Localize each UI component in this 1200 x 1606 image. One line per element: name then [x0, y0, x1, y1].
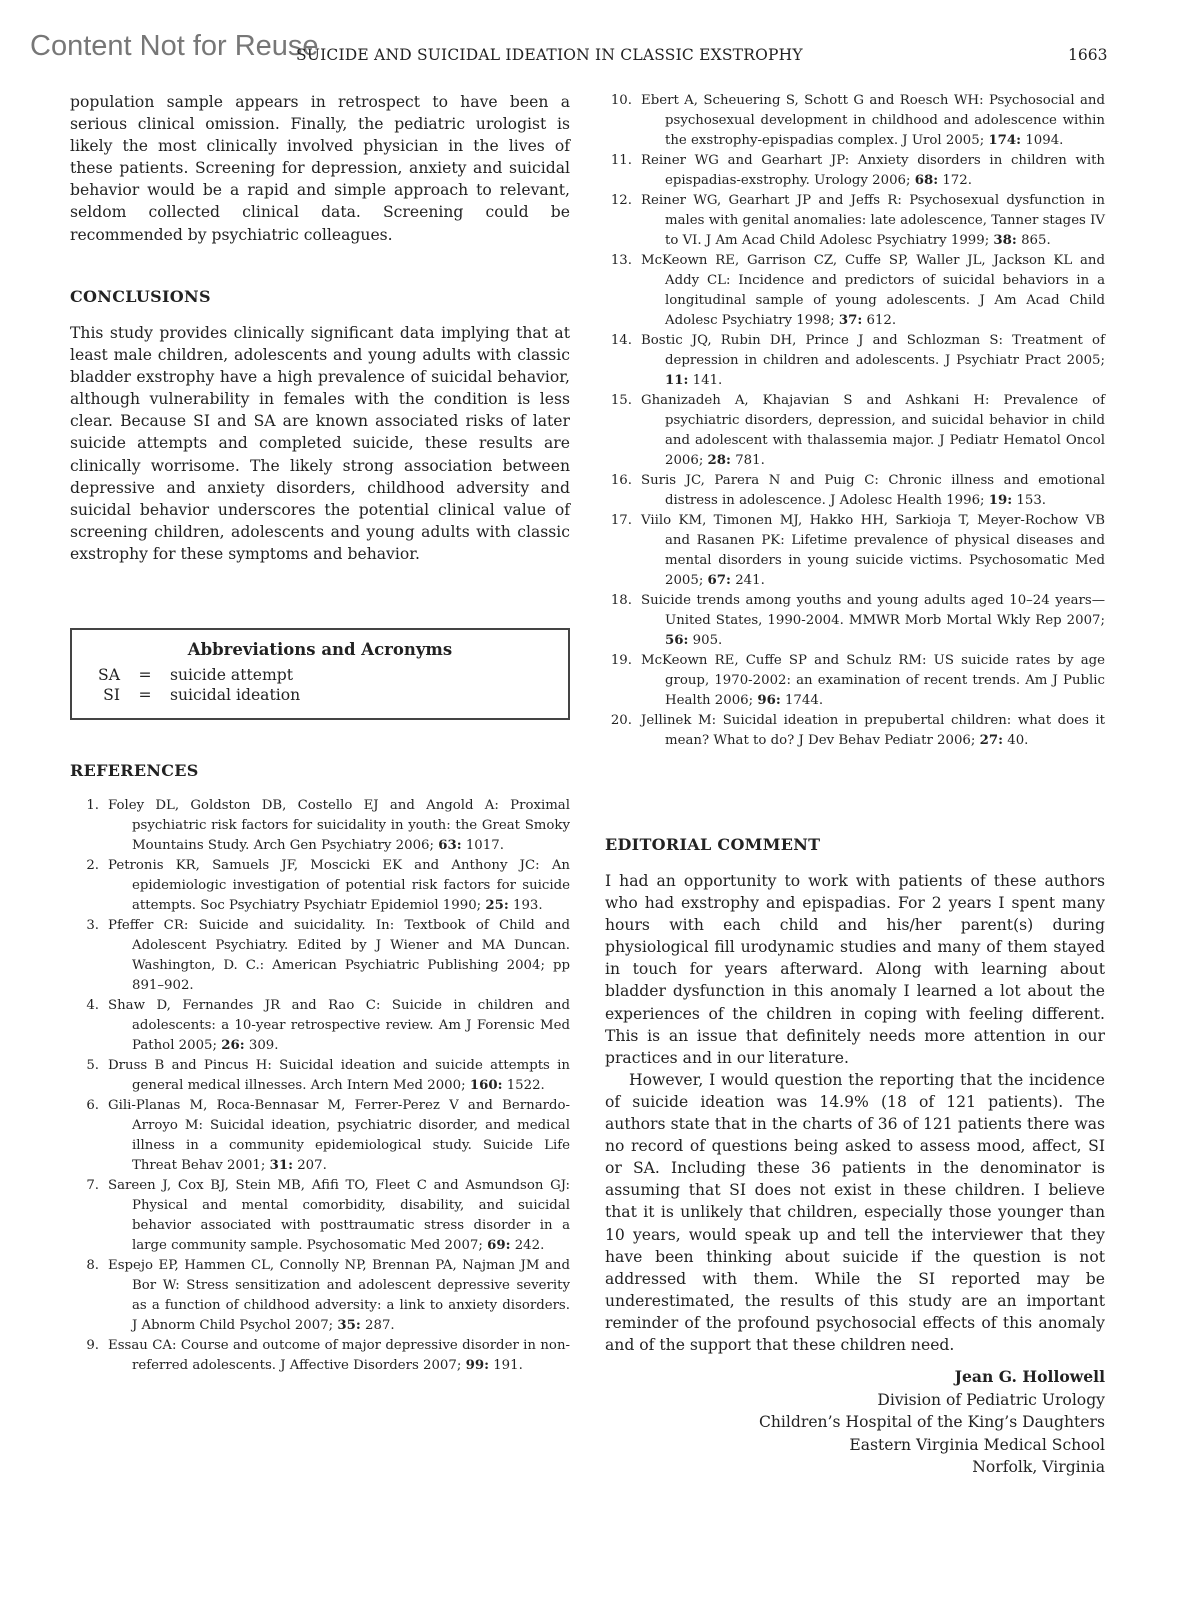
abbreviations-box [70, 628, 570, 720]
reference-pages: 241. [730, 573, 765, 588]
reference-body: Petronis KR, Samuels JF, Moscicki EK and Anthony JC: An epidemiologic investigation of potential risk factors for suicide attempts. Soc Psychiatry Psychiatr Epidemiol 1990; [108, 858, 570, 913]
reference-text [641, 191, 1105, 251]
reference-number: 5. [86, 1058, 99, 1073]
reference-item [70, 796, 570, 856]
reference-number: 17. [610, 513, 632, 528]
reference-item [603, 591, 1105, 651]
reference-volume: 174: [988, 133, 1022, 148]
references-heading: REFERENCES [70, 761, 199, 780]
reference-number: 19. [610, 653, 632, 668]
reference-item [70, 1176, 570, 1256]
reference-pages: 1522. [502, 1078, 545, 1093]
reference-volume: 35: [337, 1318, 361, 1333]
reference-body: Sareen J, Cox BJ, Stein MB, Afifi TO, Fleet C and Asmundson GJ: Physical and mental comorbidity, disability, and suicidal behavior associated with posttraumatic stress disorder in a large community sample. Psychosomatic Med 2007; [108, 1178, 570, 1253]
reference-pages: 40. [1003, 733, 1029, 748]
reference-body: Suicide trends among youths and young adults aged 10–24 years—United States, 1990-2004. MMWR Morb Mortal Wkly Rep 2007; [641, 593, 1105, 628]
editorial-paragraph-2: However, I would question the reporting that the incidence of suicide ideation was 14.9% (18 of 121 patients). The authors state that in the charts of 36 of 121 patients there was no record of questions being asked to assess mood, affect, SI or SA. Including these 36 patients in the denominator is assuming that SI does not exist in these children. I believe that it is unlikely that children, especially those younger than 10 years, would speak up and tell the interviewer that they have been thinking about suicide if the question is not addressed with them. While the SI reported may be underestimated, the results of this study are an important reminder of the profound psychosocial effects of this anomaly and of the support that these children need. [605, 1070, 1105, 1354]
reference-volume: 26: [221, 1038, 245, 1053]
reference-volume: 96: [757, 693, 781, 708]
reference-number: 12. [610, 193, 632, 208]
reference-pages: 191. [488, 1358, 523, 1373]
reference-body: Ghanizadeh A, Khajavian S and Ashkani H: Prevalence of psychiatric disorders, depression, and suicidal behavior in child and adolescent with thalassemia major. J Pediatr Hematol Oncol 2006; [641, 393, 1105, 468]
reference-number: 16. [610, 473, 632, 488]
reference-volume: 25: [485, 898, 509, 913]
reference-text [641, 151, 1105, 191]
references-list-left [70, 796, 570, 1376]
reference-item [70, 856, 570, 916]
reference-item [70, 1256, 570, 1336]
reference-text [641, 651, 1105, 711]
reference-item [603, 91, 1105, 151]
reference-pages: 153. [1012, 493, 1047, 508]
reference-text [108, 1176, 570, 1256]
reference-item [70, 1096, 570, 1176]
reference-text [641, 391, 1105, 471]
reference-pages: 865. [1016, 233, 1051, 248]
reference-text [641, 331, 1105, 391]
affiliation-line: Eastern Virginia Medical School [849, 1435, 1105, 1454]
reference-text [108, 796, 570, 856]
reference-number: 7. [86, 1178, 99, 1193]
reference-number: 14. [610, 333, 632, 348]
reference-volume: 19: [988, 493, 1013, 508]
reference-body: Reiner WG, Gearhart JP and Jeffs R: Psychosexual dysfunction in males with genital anomalies: late adolescence, Tanner stages IV to VI. J Am Acad Child Adolesc Psychiatry 1999; [641, 193, 1105, 248]
reference-item [70, 1336, 570, 1376]
reference-text [108, 996, 570, 1056]
reference-item [70, 996, 570, 1056]
reference-item [603, 331, 1105, 391]
reference-number: 3. [86, 918, 99, 933]
reference-number: 11. [610, 153, 632, 168]
reference-text [108, 916, 570, 996]
reference-pages: 242. [510, 1238, 545, 1253]
reference-pages: 207. [293, 1158, 327, 1173]
reference-number: 9. [86, 1338, 99, 1353]
reference-body: Shaw D, Fernandes JR and Rao C: Suicide in children and adolescents: a 10-year retrospective review. Am J Forensic Med Pathol 2005; [108, 998, 570, 1053]
reference-number: 1. [86, 798, 99, 813]
reference-item [603, 471, 1105, 511]
abbreviation-row: SI = suicidal ideation [103, 686, 301, 704]
reference-pages: 172. [938, 173, 972, 188]
reference-volume: 27: [979, 733, 1004, 748]
reference-item [603, 151, 1105, 191]
reference-body: Viilo KM, Timonen MJ, Hakko HH, Sarkioja T, Meyer-Rochow VB and Rasanen PK: Lifetime prevalence of physical diseases and mental disorders in young suicide victims. Psychosomatic Med 2005; [641, 513, 1105, 588]
reference-body: Druss B and Pincus H: Suicidal ideation and suicide attempts in general medical illnesses. Arch Intern Med 2000; [108, 1058, 570, 1093]
reference-pages: 612. [862, 313, 897, 328]
reference-pages: 781. [730, 453, 765, 468]
reference-text [641, 251, 1105, 331]
reference-body: Jellinek M: Suicidal ideation in prepubertal children: what does it mean? What to do? J Dev Behav Pediatr 2006; [641, 713, 1105, 748]
reference-volume: 99: [465, 1358, 489, 1373]
reference-volume: 63: [438, 838, 462, 853]
left-column [70, 91, 570, 246]
reference-item [603, 251, 1105, 331]
reference-pages: 1017. [461, 838, 504, 853]
reference-number: 20. [610, 713, 632, 728]
reference-pages: 287. [360, 1318, 395, 1333]
reference-number: 15. [610, 393, 632, 408]
abbreviation-row: SA = suicide attempt [98, 666, 294, 684]
reference-body: Foley DL, Goldston DB, Costello EJ and Angold A: Proximal psychiatric risk factors for suicidality in youth: the Great Smoky Mountains Study. Arch Gen Psychiatry 2006; [108, 798, 570, 853]
reference-text [108, 1056, 570, 1096]
reference-volume: 28: [707, 453, 731, 468]
reference-number: 6. [86, 1098, 99, 1113]
affiliation-line: Children’s Hospital of the King’s Daughters [758, 1413, 1105, 1431]
abbreviations-title: Abbreviations and Acronyms [187, 640, 453, 659]
reference-pages: 1744. [780, 693, 824, 708]
reference-pages: 193. [508, 898, 543, 913]
reference-body: Essau CA: Course and outcome of major depressive disorder in non-referred adolescents. J Affective Disorders 2007; [108, 1338, 570, 1373]
running-header: SUICIDE AND SUICIDAL IDEATION IN CLASSIC EXSTROPHY [296, 46, 803, 64]
reference-item [603, 391, 1105, 471]
reference-number: 8. [86, 1258, 99, 1273]
reference-body: Reiner WG and Gearhart JP: Anxiety disorders in children with epispadias-exstrophy. Urology 2006; [641, 153, 1105, 188]
conclusions-paragraph: This study provides clinically significant data implying that at least male children, adolescents and young adults with classic bladder exstrophy have a high prevalence of suicidal behavior, although vulnerability in females with the condition is less clear. Because SI and SA are known associated risks of later suicide attempts and completed suicide, these results are clinically worrisome. The likely strong association between depressive and anxiety disorders, childhood adversity and suicidal behavior underscores the potential clinical value of screening children, adolescents and young adults with classic exstrophy for these symptoms and behavior. [70, 324, 570, 563]
reference-item [603, 711, 1105, 751]
reference-item [603, 651, 1105, 711]
watermark: Content Not for Reuse [30, 30, 319, 62]
reference-pages: 309. [244, 1038, 279, 1053]
reference-pages: 141. [688, 373, 723, 388]
affiliation-line: Norfolk, Virginia [972, 1458, 1105, 1476]
reference-number: 4. [86, 998, 99, 1013]
reference-body: Gili-Planas M, Roca-Bennasar M, Ferrer-Perez V and Bernardo-Arroyo M: Suicidal ideation, psychiatric disorder, and medical illness in a community epidemiological study. Suicide Life Threat Behav 2001; [108, 1098, 570, 1173]
author-name: Jean G. Hollowell [954, 1367, 1105, 1386]
reference-body: Suris JC, Parera N and Puig C: Chronic illness and emotional distress in adolescence. J Adolesc Health 1996; [641, 473, 1105, 508]
reference-text [641, 91, 1105, 151]
reference-item [603, 191, 1105, 251]
reference-volume: 38: [993, 233, 1017, 248]
references-list-right [603, 91, 1105, 751]
reference-volume: 68: [914, 173, 939, 188]
signature-block [759, 1366, 1105, 1479]
reference-text [108, 1096, 570, 1176]
reference-text [641, 711, 1105, 751]
reference-text [641, 511, 1105, 591]
reference-volume: 69: [487, 1238, 511, 1253]
reference-number: 2. [86, 858, 99, 873]
reference-volume: 160: [469, 1078, 503, 1093]
reference-body: Pfeffer CR: Suicide and suicidality. In: Textbook of Child and Adolescent Psychiatry. Edited by J Wiener and MA Duncan. Washington, D. C.: American Psychiatric Publishing 2004; pp 891–902. [108, 918, 570, 993]
reference-text [641, 471, 1105, 511]
affiliation-line: Division of Pediatric Urology [877, 1390, 1105, 1409]
reference-volume: 31: [269, 1158, 293, 1173]
reference-text [641, 591, 1105, 651]
reference-body: Bostic JQ, Rubin DH, Prince J and Schlozman S: Treatment of depression in children and adolescents. J Psychiatr Pract 2005; [641, 333, 1105, 368]
reference-number: 13. [610, 253, 632, 268]
reference-pages: 1094. [1021, 133, 1064, 148]
reference-body: Ebert A, Scheuering S, Schott G and Roesch WH: Psychosocial and psychosexual development in childhood and adolescence within the exstrophy-epispadias complex. J Urol 2005; [641, 93, 1105, 148]
reference-number: 18. [610, 593, 632, 608]
conclusions-heading: CONCLUSIONS [70, 287, 211, 306]
reference-body: Espejo EP, Hammen CL, Connolly NP, Brennan PA, Najman JM and Bor W: Stress sensitization and adolescent depressive severity as a function of childhood adversity: a link to anxiety disorders. J Abnorm Child Psychol 2007; [108, 1258, 570, 1333]
reference-number: 10. [610, 93, 632, 108]
reference-volume: 67: [707, 573, 731, 588]
reference-item [70, 1056, 570, 1096]
reference-text [108, 1336, 570, 1376]
reference-item [603, 511, 1105, 591]
editorial-comment [605, 870, 1105, 1356]
reference-volume: 56: [665, 633, 689, 648]
reference-body: McKeown RE, Cuffe SP and Schulz RM: US suicide rates by age group, 1970-2002: an examination of recent trends. Am J Public Health 2006; [641, 653, 1105, 708]
intro-paragraph: population sample appears in retrospect to have been a serious clinical omission. Finally, the pediatric urologist is likely the most clinically involved physician in the lives of these patients. Screening for depression, anxiety and suicidal behavior would be a rapid and simple approach to relevant, seldom collected clinical data. Screening could be recommended by psychiatric colleagues. [70, 93, 570, 244]
reference-pages: 905. [688, 633, 723, 648]
reference-text [108, 856, 570, 916]
reference-body: McKeown RE, Garrison CZ, Cuffe SP, Waller JL, Jackson KL and Addy CL: Incidence and predictors of suicidal behaviors in a longitudinal sample of young adolescents. J Am Acad Child Adolesc Psychiatry 1998; [641, 253, 1105, 328]
editorial-paragraph-1: I had an opportunity to work with patients of these authors who had exstrophy and epispadias. For 2 years I spent many hours with each child and his/her parent(s) during physiological fill urodynamic studies and many of them stayed in touch for years afterward. Along with learning about bladder dysfunction in this anomaly I learned a lot about the experiences of the children in coping with feeling different. This is an issue that definitely needs more attention in our practices and in our literature. [605, 872, 1105, 1067]
reference-volume: 37: [838, 313, 863, 328]
reference-item [70, 916, 570, 996]
reference-volume: 11: [665, 373, 689, 388]
page-number: 1663 [1068, 46, 1108, 64]
reference-text [108, 1256, 570, 1336]
editorial-heading: EDITORIAL COMMENT [605, 835, 821, 854]
